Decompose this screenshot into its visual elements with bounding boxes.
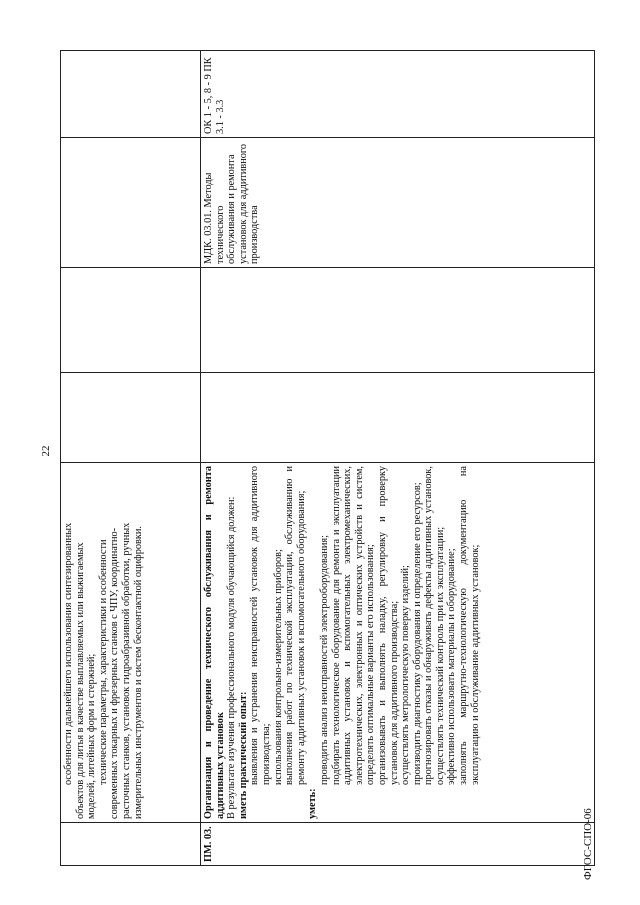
text-line: особенности дальнейшего использования синтезированных: [63, 522, 74, 785]
page-number: 22: [40, 445, 52, 457]
list-item: заполнять маршрутно-технологическую документацию на эксплуатацию и обслуживание аддитивных установок;: [458, 466, 481, 785]
cell-empty: [61, 373, 201, 463]
cell-empty: [61, 138, 201, 268]
module-title: Организация и проведение технического обслуживания и ремонта аддитивных установок: [203, 466, 226, 819]
experience-heading: иметь практический опыт:: [237, 691, 249, 819]
text-line: измерительных инструментов и систем бесконтактной оцифровки.: [132, 526, 144, 819]
list-item: выявления и устранения неисправностей установок для аддитивного производства;: [249, 466, 272, 785]
standards-table: [60, 50, 595, 866]
cell-code-empty: [61, 823, 201, 866]
list-item: использования контрольно-измерительных приборов;: [272, 549, 284, 785]
cell-empty: [201, 268, 595, 373]
standards-table-rotated: [60, 51, 595, 866]
list-item: прогнозировать отказы и обнаруживать дефекты аддитивных установок, осуществлять технический контроль при их эксплуатации;: [423, 466, 446, 785]
module-intro: В результате изучения профессионального модуля обучающийся должен:: [226, 496, 238, 819]
cell-empty: [61, 268, 201, 373]
cell-competencies: ОК 1 - 5, 8 - 9 ПК 3.1 - 3.3: [201, 51, 595, 138]
table-row-continuation: [61, 51, 201, 866]
list-item: эффективно использовать материалы и оборудование;: [446, 548, 458, 785]
list-item: производить диагностику оборудования и определение его ресурсов;: [411, 482, 423, 785]
skills-heading: уметь:: [307, 788, 319, 819]
list-item: выполнения работ по технической эксплуатации, обслуживанию и ремонту аддитивных установок и вспомогательного оборудования;: [284, 466, 307, 785]
cell-empty: [61, 51, 201, 138]
table-row-module: [201, 51, 595, 866]
text-line: технические параметры, характеристики и особенности: [97, 539, 109, 785]
cell-empty: [201, 373, 595, 463]
list-item: проводить анализ неисправностей электрооборудования;: [318, 535, 330, 785]
list-item: организовывать и выполнять наладку, регулировку и проверку установок для аддитивного производства;: [376, 466, 400, 785]
cell-module-content: [201, 463, 595, 823]
text-line: современных токарных и фрезерных станков с ЧПУ, координатно-: [109, 527, 121, 819]
list-item: подбирать технологическое оборудование для ремонта и эксплуатации аддитивных установок и вспомогательных электромеханических, электротехнических, электронных и оптических устройств и систем, определять оптимальные варианты его использования;: [330, 466, 377, 785]
text-line: объектов для литья в качестве выплавляемых или выжигаемых: [74, 542, 86, 819]
cell-knowledge-continuation: [61, 463, 201, 823]
text-line: моделей, литейных форм и стержней;: [86, 653, 98, 819]
footer-standard-code: ФГОС-СПО-06: [582, 808, 594, 880]
text-line: расточных станков, установок гидроабразивной обработки, ручных: [120, 522, 132, 819]
cell-mdk: МДК. 03.01. Методы технического обслуживания и ремонта установок для аддитивного производства: [201, 138, 595, 268]
cell-module-code: ПМ. 03.: [201, 823, 595, 866]
list-item: осуществлять метрологическую поверку изделий;: [400, 565, 412, 785]
